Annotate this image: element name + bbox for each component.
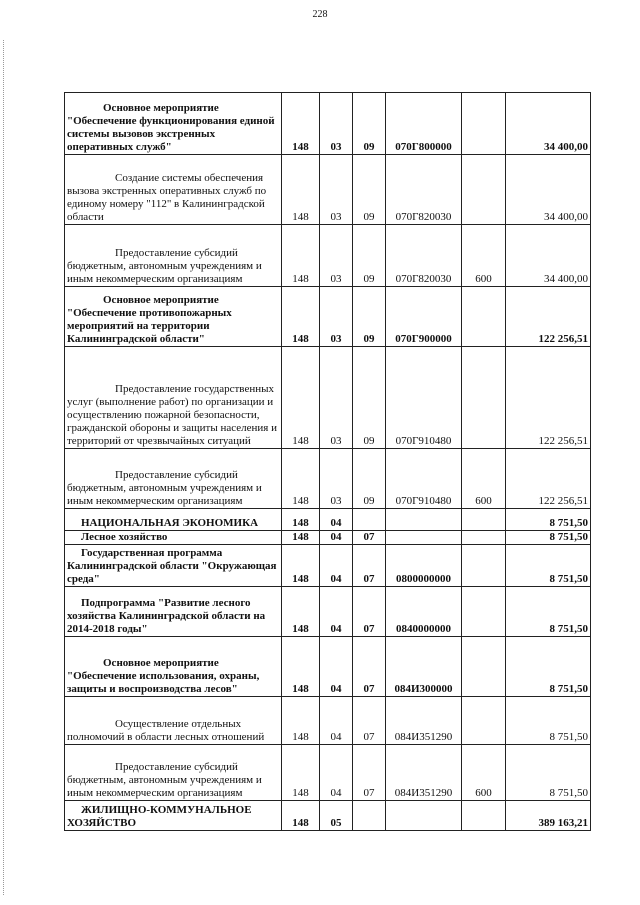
table-row bbox=[65, 531, 591, 545]
row-vr bbox=[462, 93, 506, 155]
row-amount: 8 751,50 bbox=[506, 531, 591, 545]
row-csr bbox=[386, 801, 462, 831]
table-row bbox=[65, 745, 591, 801]
row-vr bbox=[462, 347, 506, 449]
row-amount: 8 751,50 bbox=[506, 745, 591, 801]
row-csr: 070Г900000 bbox=[386, 287, 462, 347]
table-row bbox=[65, 155, 591, 225]
row-name: НАЦИОНАЛЬНАЯ ЭКОНОМИКА bbox=[65, 509, 282, 531]
row-pr bbox=[353, 509, 386, 531]
row-vr bbox=[462, 155, 506, 225]
row-csr bbox=[386, 509, 462, 531]
table-row bbox=[65, 509, 591, 531]
row-rz: 05 bbox=[320, 801, 353, 831]
row-gr: 148 bbox=[282, 155, 320, 225]
row-rz: 04 bbox=[320, 531, 353, 545]
page-number: 228 bbox=[312, 9, 328, 20]
row-amount: 34 400,00 bbox=[506, 155, 591, 225]
row-name: Создание системы обеспечения вызова экстренных оперативных служб по единому номеру "112" в Калининградской области bbox=[65, 155, 282, 225]
row-vr bbox=[462, 531, 506, 545]
row-name: Осуществление отдельных полномочий в области лесных отношений bbox=[65, 697, 282, 745]
row-amount: 8 751,50 bbox=[506, 545, 591, 587]
row-pr: 09 bbox=[353, 93, 386, 155]
row-vr bbox=[462, 287, 506, 347]
row-gr: 148 bbox=[282, 509, 320, 531]
row-name: Предоставление субсидий бюджетным, автономным учреждениям и иным некоммерческим организациям bbox=[65, 225, 282, 287]
row-rz: 04 bbox=[320, 509, 353, 531]
row-gr: 148 bbox=[282, 225, 320, 287]
row-amount: 34 400,00 bbox=[506, 93, 591, 155]
row-rz: 03 bbox=[320, 155, 353, 225]
row-amount: 122 256,51 bbox=[506, 449, 591, 509]
row-pr: 07 bbox=[353, 745, 386, 801]
row-name: Основное мероприятие "Обеспечение функционирования единой системы вызовов экстренных оперативных служб" bbox=[65, 93, 282, 155]
row-gr: 148 bbox=[282, 587, 320, 637]
table-row bbox=[65, 225, 591, 287]
row-csr bbox=[386, 531, 462, 545]
table-row bbox=[65, 801, 591, 831]
row-pr: 09 bbox=[353, 225, 386, 287]
row-gr: 148 bbox=[282, 347, 320, 449]
row-name: Государственная программа Калининградской области "Окружающая среда" bbox=[65, 545, 282, 587]
row-amount: 122 256,51 bbox=[506, 287, 591, 347]
row-vr bbox=[462, 587, 506, 637]
row-csr: 070Г820030 bbox=[386, 225, 462, 287]
table-row bbox=[65, 347, 591, 449]
row-name: Предоставление субсидий бюджетным, автономным учреждениям и иным некоммерческим организациям bbox=[65, 449, 282, 509]
row-csr: 070Г910480 bbox=[386, 347, 462, 449]
row-gr: 148 bbox=[282, 801, 320, 831]
row-vr bbox=[462, 545, 506, 587]
row-csr: 084И351290 bbox=[386, 745, 462, 801]
row-pr: 07 bbox=[353, 587, 386, 637]
row-amount: 8 751,50 bbox=[506, 587, 591, 637]
table-row bbox=[65, 587, 591, 637]
row-rz: 03 bbox=[320, 347, 353, 449]
row-pr: 09 bbox=[353, 347, 386, 449]
row-gr: 148 bbox=[282, 637, 320, 697]
row-name: ЖИЛИЩНО-КОММУНАЛЬНОЕ ХОЗЯЙСТВО bbox=[65, 801, 282, 831]
table-row bbox=[65, 93, 591, 155]
row-pr: 09 bbox=[353, 287, 386, 347]
table-row bbox=[65, 545, 591, 587]
row-csr: 0800000000 bbox=[386, 545, 462, 587]
table-row bbox=[65, 449, 591, 509]
row-rz: 04 bbox=[320, 587, 353, 637]
row-csr: 084И351290 bbox=[386, 697, 462, 745]
row-vr: 600 bbox=[462, 449, 506, 509]
row-amount: 8 751,50 bbox=[506, 637, 591, 697]
row-gr: 148 bbox=[282, 287, 320, 347]
row-name: Лесное хозяйство bbox=[65, 531, 282, 545]
row-pr: 07 bbox=[353, 637, 386, 697]
row-amount: 8 751,50 bbox=[506, 697, 591, 745]
binding-margin-dots bbox=[3, 40, 4, 895]
row-vr bbox=[462, 509, 506, 531]
row-pr bbox=[353, 801, 386, 831]
row-amount: 122 256,51 bbox=[506, 347, 591, 449]
row-name: Основное мероприятие "Обеспечение противопожарных мероприятий на территории Калининградской области" bbox=[65, 287, 282, 347]
row-csr: 070Г800000 bbox=[386, 93, 462, 155]
row-pr: 07 bbox=[353, 545, 386, 587]
budget-table bbox=[64, 92, 591, 831]
table-row bbox=[65, 637, 591, 697]
row-rz: 04 bbox=[320, 697, 353, 745]
row-name: Подпрограмма "Развитие лесного хозяйства Калининградской области на 2014-2018 годы" bbox=[65, 587, 282, 637]
row-rz: 04 bbox=[320, 745, 353, 801]
row-pr: 09 bbox=[353, 449, 386, 509]
row-vr: 600 bbox=[462, 745, 506, 801]
row-vr bbox=[462, 801, 506, 831]
row-rz: 03 bbox=[320, 225, 353, 287]
row-csr: 0840000000 bbox=[386, 587, 462, 637]
row-rz: 03 bbox=[320, 449, 353, 509]
row-pr: 07 bbox=[353, 531, 386, 545]
row-gr: 148 bbox=[282, 745, 320, 801]
row-amount: 389 163,21 bbox=[506, 801, 591, 831]
row-rz: 04 bbox=[320, 637, 353, 697]
row-csr: 070Г820030 bbox=[386, 155, 462, 225]
row-csr: 084И300000 bbox=[386, 637, 462, 697]
row-csr: 070Г910480 bbox=[386, 449, 462, 509]
row-name: Предоставление государственных услуг (выполнение работ) по организации и осуществлению пожарной безопасности, гражданской обороны и защиты населения и территорий от чрезвычайных ситуаций bbox=[65, 347, 282, 449]
row-rz: 04 bbox=[320, 545, 353, 587]
row-rz: 03 bbox=[320, 287, 353, 347]
table-row bbox=[65, 287, 591, 347]
row-gr: 148 bbox=[282, 531, 320, 545]
row-rz: 03 bbox=[320, 93, 353, 155]
row-amount: 8 751,50 bbox=[506, 509, 591, 531]
row-vr: 600 bbox=[462, 225, 506, 287]
row-gr: 148 bbox=[282, 545, 320, 587]
row-vr bbox=[462, 697, 506, 745]
row-name: Предоставление субсидий бюджетным, автономным учреждениям и иным некоммерческим организациям bbox=[65, 745, 282, 801]
row-gr: 148 bbox=[282, 449, 320, 509]
row-gr: 148 bbox=[282, 697, 320, 745]
table-row bbox=[65, 697, 591, 745]
row-pr: 07 bbox=[353, 697, 386, 745]
row-gr: 148 bbox=[282, 93, 320, 155]
row-name: Основное мероприятие "Обеспечение использования, охраны, защиты и воспроизводства лесов" bbox=[65, 637, 282, 697]
row-pr: 09 bbox=[353, 155, 386, 225]
row-amount: 34 400,00 bbox=[506, 225, 591, 287]
row-vr bbox=[462, 637, 506, 697]
